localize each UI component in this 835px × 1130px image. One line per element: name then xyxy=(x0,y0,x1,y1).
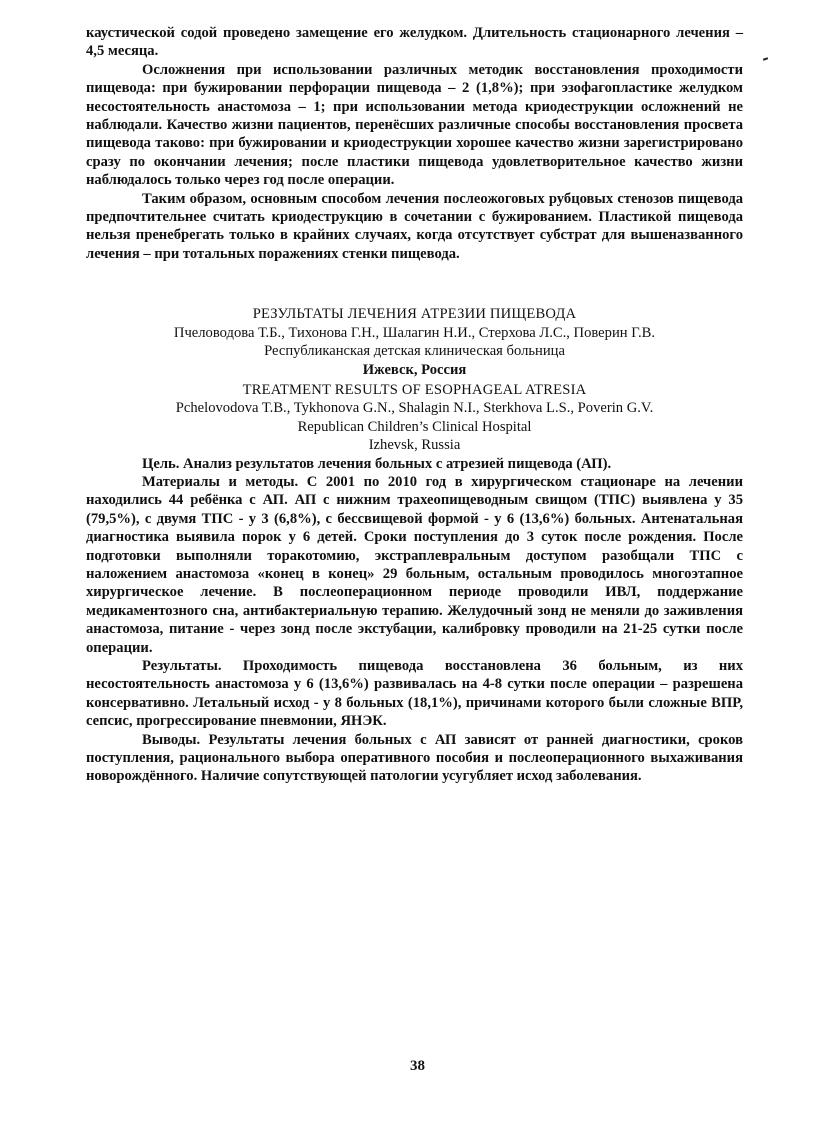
article-authors-ru: Пчеловодова Т.Б., Тихонова Г.Н., Шалагин Н.И., Стерхова Л.С., Поверин Г.В. xyxy=(173,324,656,341)
article-authors-en: Pchelovodova T.B., Tykhonova G.N., Shalagin N.I., Sterkhova L.S., Poverin G.V. xyxy=(175,400,654,417)
article-city-en: Izhevsk, Russia xyxy=(368,437,461,454)
intro-paragraph: Осложнения при использовании различных методик восстановления проходимости пищевода: при бужировании перфорации пищевода – 2 (1,8%); при эзофагопластике желудком несостоятельность анастомоза – 1; при использовании метода криодеструкции осложнений не наблюдали. Качество жизни пациентов, перенёсших различные способы восстановления просвета пищевода таково: при бужировании и криодеструкции хорошее качество жизни зарегистрировано сразу по окончании лечения; после пластики пищевода удовлетворительное качество жизни наблюдалось только через год после операции. xyxy=(86,61,743,189)
article-city-ru: Ижевск, Россия xyxy=(362,361,467,378)
document-page xyxy=(86,24,743,786)
article-body xyxy=(86,455,743,786)
methods-paragraph: Материалы и методы. С 2001 по 2010 год в хирургическом стационаре на лечении находились 44 ребёнка с АП. АП с нижним трахеопищеводным свищом (ТПС) выявлена у 35 (79,5%), с двумя ТПС - у 3 (6,8%), с бессвищевой формой - у 6 (13,6%) больных. Антенатальная диагностика выявила порок у 6 детей. Сроки поступления до 3 суток после рождения. После подготовки выполняли торакотомию, экстраплевральным доступом разобщали ТПС с наложением анастомоза «конец в конец» 29 больным, остальным проводилось многоэтапное хирургическое лечение. В послеоперационном периоде проводили ИВЛ, поддержание медикаментозного сна, антибактериальную терапию. Желудочный зонд не меняли до заживления анастомоза, питание - через зонд после экстубации, калибровку проводили на 21-25 сутки после операции. xyxy=(86,473,743,656)
results-paragraph: Результаты. Проходимость пищевода восстановлена 36 больным, из них несостоятельность анастомоза у 6 (13,6%) развивалась на 4-8 сутки после операции – разрешена консервативно. Летальный исход - у 8 больных (18,1%), причинами которого были сложные ВПР, сепсис, прогрессирование пневмонии, ЯНЭК. xyxy=(86,658,743,730)
scan-mark xyxy=(763,57,768,61)
intro-paragraph: Таким образом, основным способом лечения послеожоговых рубцовых стенозов пищевода предпочтительнее считать криодеструкцию в сочетании с бужированием. Пластикой пищевода нельзя пренебрегать только в крайних случаях, когда отсутствует субстрат для вышеназванного лечения – при тотальных поражениях стенки пищевода. xyxy=(86,190,743,262)
article-header xyxy=(86,305,743,454)
intro-paragraph: каустической содой проведено замещение его желудком. Длительность стационарного лечения – 4,5 месяца. xyxy=(86,25,743,60)
conclusions-paragraph: Выводы. Результаты лечения больных с АП зависят от ранней диагностики, сроков поступления, рационального выбора оперативного пособия и послеоперационного выхаживания новорождённого. Наличие сопутствующей патологии усугубляет исход заболевания. xyxy=(86,731,743,785)
page-number: 38 xyxy=(410,1058,425,1074)
article-title-en: TREATMENT RESULTS OF ESOPHAGEAL ATRESIA xyxy=(242,381,587,398)
article-institution-en: Republican Children’s Clinical Hospital xyxy=(297,418,532,435)
article-institution-ru: Республиканская детская клиническая больница xyxy=(264,343,565,360)
article-title-ru: РЕЗУЛЬТАТЫ ЛЕЧЕНИЯ АТРЕЗИИ ПИЩЕВОДА xyxy=(252,306,577,323)
aim-paragraph: Цель. Анализ результатов лечения больных с атрезией пищевода (АП). xyxy=(142,455,612,472)
intro-section xyxy=(86,24,743,263)
